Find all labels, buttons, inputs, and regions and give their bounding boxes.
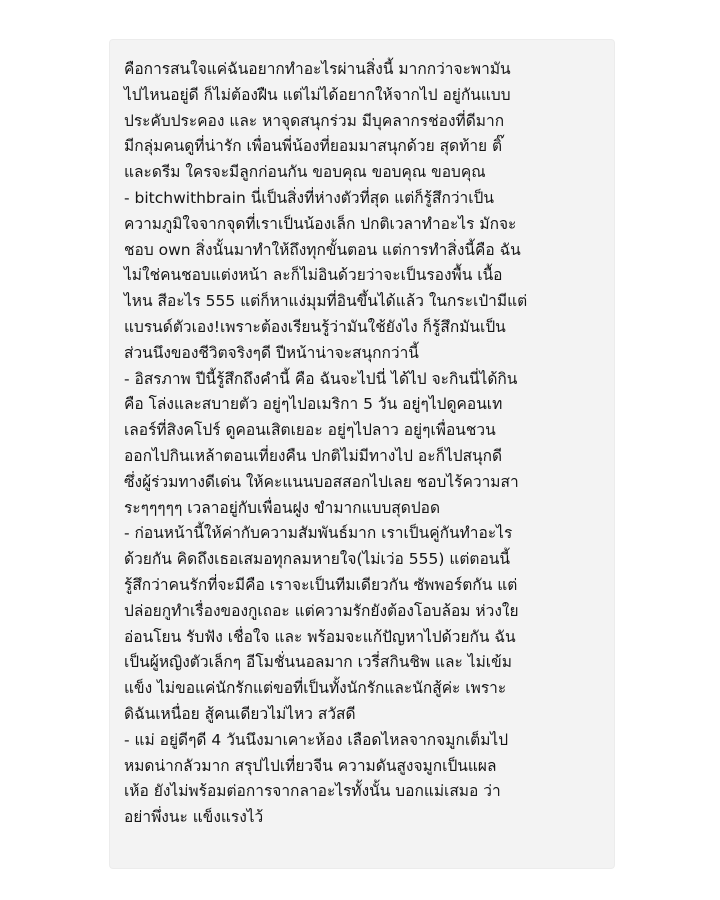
text-line: ชอบ own สิ่งนั้นมาทำให้ถึงทุกขั้นตอน แต่การทำสิ่งนี้คือ ฉัน	[124, 240, 521, 259]
text-line: ออกไปกินเหล้าตอนเที่ยงคืน ปกติไม่มีทางไป อะก็ไปสนุกดี	[124, 446, 503, 465]
text-line: ระๆๆๆๆๆ เวลาอยู่กับเพื่อนฝูง ขำมากแบบสุดปอด	[124, 498, 441, 517]
text-line: เลอร์ที่สิงคโปร์ ดูคอนเสิตเยอะ อยู่ๆไปลาว อยู่ๆเพื่อนชวน	[124, 421, 496, 440]
text-line: มีกลุ่มคนดูที่น่ารัก เพื่อนพี่น้องที่ยอมมาสนุกด้วย สุดท้าย ติ๊	[124, 137, 503, 156]
document-text	[124, 57, 594, 831]
text-line: ไม่ใช่คนชอบแต่งหน้า ละก็ไม่อินด้วยว่าจะเป็นรองพื้น เนื้อ	[124, 266, 503, 285]
text-line: - อิสรภาพ ปีนี้รู้สึกถึงคำนี้ คือ ฉันจะไปนี่ ได้ไป จะกินนี่ได้กิน	[124, 369, 518, 388]
text-line: หมดน่ากลัวมาก สรุปไปเที่ยวจีน ความดันสูงจมูกเป็นแผล	[124, 756, 497, 775]
text-line: แข็ง ไม่ขอแค่นักรักแต่ขอที่เป็นทั้งนักรักและนักสู้ค่ะ เพราะ	[124, 679, 507, 698]
text-line: ความภูมิใจจากจุดที่เราเป็นน้องเล็ก ปกติเวลาทำอะไร มักจะ	[124, 214, 517, 233]
text-line: รู้สึกว่าคนรักที่จะมีคือ เราจะเป็นทีมเดียวกัน ซัพพอร์ตกัน แต่	[124, 575, 518, 594]
text-line: อย่าพึ่งนะ แข็งแรงไว้	[124, 808, 264, 827]
text-line: คือการสนใจแค่ฉันอยากทำอะไรผ่านสิ่งนี้ มากกว่าจะพามัน	[124, 60, 511, 78]
text-line: เป็นผู้หญิงตัวเล็กๆ อีโมชั่นนอลมาก เวรี่สกินชิพ และ ไม่เข้ม	[124, 653, 512, 672]
text-line: ซึ่งผู้ร่วมทางดีเด่น ให้คะแนนบอสสอกไปเลย ชอบไร้ความสา	[124, 472, 519, 491]
text-line: - bitchwithbrain นี่เป็นสิ่งที่ห่างตัวที่สุด แต่ก็รู้สึกว่าเป็น	[124, 188, 494, 207]
text-line: ส่วนนึงของชีวิตจริงๆดี ปีหน้าน่าจะสนุกกว่านี้	[124, 343, 419, 362]
text-line: เห้อ ยังไม่พร้อมต่อการจากลาอะไรทั้งนั้น บอกแม่เสมอ ว่า	[124, 782, 501, 801]
text-line: อ่อนโยน รับฟัง เชื่อใจ และ พร้อมจะแก้ปัญหาไปด้วยกัน ฉัน	[124, 627, 516, 646]
text-line: คือ โล่งและสบายตัว อยู่ๆไปอเมริกา 5 วัน อยู่ๆไปดูคอนเท	[124, 395, 503, 414]
text-line: ไปไหนอยู่ดี ก็ไม่ต้องฝืน แต่ไม่ได้อยากให้จากไป อยู่กันแบบ	[124, 85, 511, 104]
text-line: ปล่อยกูทำเรื่องของกูเถอะ แต่ความรักยังต้องโอบล้อม ห่วงใย	[124, 601, 519, 620]
text-line: ด้วยกัน คิดถึงเธอเสมอทุกลมหายใจ(ไม่เว่อ 555) แต่ตอนนี้	[124, 550, 510, 569]
text-line: ดิฉันเหนื่อย สู้คนเดียวไม่ไหว สวัสดี	[124, 704, 356, 723]
text-line: ประคับประคอง และ หาจุดสนุกร่วม มีบุคลากรช่องที่ดีมาก	[124, 111, 505, 130]
text-line: แบรนด์ตัวเอง!เพราะต้องเรียนรู้ว่ามันใช้ยังไง ก็รู้สึกมันเป็น	[124, 317, 506, 336]
text-line: ไหน สีอะไร 555 แต่ก็หาแง่มุมที่อินขึ้นได้แล้ว ในกระเป๋ามีแต่	[124, 292, 528, 311]
text-line: - ก่อนหน้านี้ให้ค่ากับความสัมพันธ์มาก เราเป็นคู่กันทำอะไร	[124, 524, 513, 543]
text-line: และดรีม ใครจะมีลูกก่อนกัน ขอบคุณ ขอบคุณ ขอบคุณ	[124, 163, 486, 182]
text-line: - แม่ อยู่ดีๆดี 4 วันนึงมาเคาะห้อง เลือดไหลจากจมูกเต็มไป	[124, 730, 509, 749]
